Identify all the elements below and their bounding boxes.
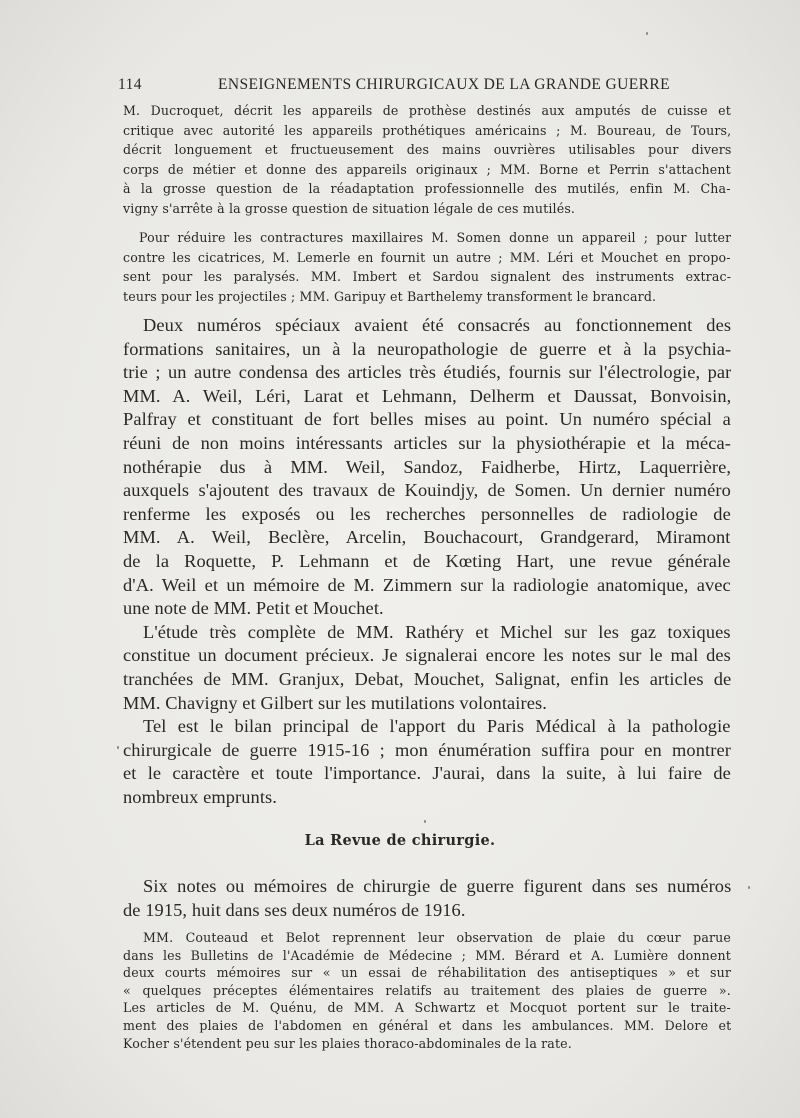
text-line: réuni de non moins intéressants articles sur la physiothérapie et la méca-	[123, 433, 731, 453]
text-line: critique avec autorité les appareils prothétiques américains ; M. Boureau, de Tours,	[123, 122, 731, 138]
text-line: nombreux emprunts.	[123, 787, 278, 807]
text-line: trie ; un autre condensa des articles très étudiés, fournis sur l'électrologie, par	[123, 362, 731, 383]
text-line: tranchées de MM. Granjux, Debat, Mouchet, Salignat, enfin les articles de	[123, 669, 731, 689]
text-line: « quelques préceptes élémentaires relatifs au traitement des plaies de guerre ».	[123, 982, 731, 998]
text-line: auxquels s'ajoutent des travaux de Kouindjy, de Somen. Un dernier numéro	[123, 480, 731, 501]
text-line: de 1915, huit dans ses deux numéros de 1916.	[123, 900, 466, 920]
text-line: de la Roquette, P. Lehmann et de Kœting Hart, une revue générale	[123, 551, 731, 571]
text-line: M. Ducroquet, décrit les appareils de prothèse destinés aux amputés de cuisse et	[123, 103, 731, 118]
text-line: Palfray et constituant de fort belles mises au point. Un numéro spécial a	[123, 409, 731, 430]
text-line: MM. Chavigny et Gilbert sur les mutilations volontaires.	[123, 692, 547, 713]
section-heading: La Revue de chirurgie.	[304, 832, 496, 849]
text-line: Tel est le bilan principal de l'apport du Paris Médical à la pathologie	[143, 716, 731, 737]
text-line: MM. A. Weil, Beclère, Arcelin, Bouchacourt, Grandgerard, Miramont	[123, 527, 731, 548]
text-line: formations sanitaires, un à la neuropathologie de guerre et à la psychia-	[123, 338, 731, 359]
text-line: à la grosse question de la réadaptation professionnelle des mutilés, enfin M. Cha-	[123, 181, 731, 196]
text-line: décrit longuement et fructueusement des mains ouvrières utilisables pour divers	[123, 142, 731, 157]
page-number: 114	[118, 76, 142, 93]
text-line: L'étude très complète de MM. Rathéry et Michel sur les gaz toxiques	[143, 621, 731, 642]
paper-speck	[646, 32, 648, 35]
text-line: vigny s'arrête à la grosse question de situation légale de ces mutilés.	[123, 200, 576, 216]
text-line: constitue un document précieux. Je signalerai encore les notes sur le mal des	[123, 645, 731, 666]
text-line: Les articles de M. Quénu, de MM. A Schwartz et Mocquot portent sur le traite-	[123, 1000, 731, 1016]
paper-speck	[117, 746, 119, 749]
text-line: d'A. Weil et un mémoire de M. Zimmern sur la radiologie anatomique, avec	[123, 574, 731, 595]
text-line: sent pour les paralysés. MM. Imbert et Sardou signalent des instruments extrac-	[123, 269, 731, 284]
text-line: nothérapie dus à MM. Weil, Sandoz, Faidherbe, Hirtz, Laquerrière,	[123, 456, 731, 477]
text-line: Deux numéros spéciaux avaient été consacrés au fonctionnement des	[143, 315, 731, 335]
text-line: Six notes ou mémoires de chirurgie de guerre figurent dans ses numéros	[143, 876, 731, 896]
text-line: teurs pour les projectiles ; MM. Garipuy et Barthelemy transforment le brancard.	[123, 288, 657, 304]
text-line: une note de MM. Petit et Mouchet.	[123, 598, 384, 619]
text-line: dans les Bulletins de l'Académie de Médecine ; MM. Bérard et A. Lumière donnent	[123, 947, 731, 963]
text-line: Pour réduire les contractures maxillaires M. Somen donne un appareil ; pour lutter	[139, 230, 731, 245]
text-line: ment des plaies de l'abdomen en général et dans les ambulances. MM. Delore et	[123, 1018, 731, 1033]
text-line: MM. Couteaud et Belot reprennent leur observation de plaie du cœur parue	[143, 930, 731, 945]
text-line: renferme les exposés ou les recherches personnelles de radiologie de	[123, 503, 731, 524]
paper-speck	[424, 820, 426, 823]
text-line: contre les cicatrices, M. Lemerle en fournit un autre ; MM. Léri et Mouchet en propo-	[123, 249, 731, 265]
text-line: et le caractère et toute l'importance. J'aurai, dans la suite, à lui faire de	[123, 763, 731, 784]
text-line: Kocher s'étendent peu sur les plaies thoraco-abdominales de la rate.	[123, 1035, 572, 1051]
running-header	[118, 76, 730, 98]
text-line: chirurgicale de guerre 1915-16 ; mon énumération suffira pour en montrer	[123, 739, 731, 760]
running-title: ENSEIGNEMENTS CHIRURGICAUX DE LA GRANDE GUERRE	[218, 76, 670, 93]
text-line: deux courts mémoires sur « un essai de réhabilitation des antiseptiques » et sur	[123, 965, 731, 981]
paper-speck	[748, 886, 750, 889]
text-line: MM. A. Weil, Léri, Larat et Lehmann, Delherm et Daussat, Bonvoisin,	[123, 385, 731, 406]
text-line: corps de métier et donne des appareils originaux ; MM. Borne et Perrin s'attachent	[123, 161, 731, 177]
